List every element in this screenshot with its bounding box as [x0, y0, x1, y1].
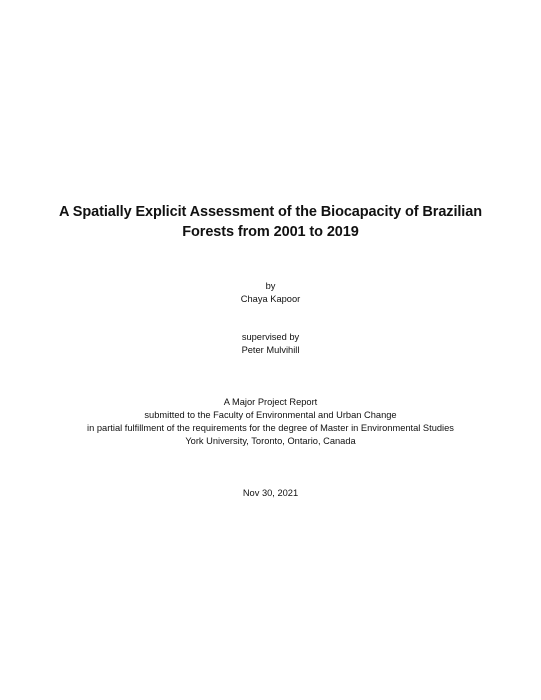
degree-line: in partial fulfillment of the requirements for the degree of Master in Environmental Studies — [87, 423, 454, 433]
supervised-by-label: supervised by — [241, 332, 300, 342]
report-description — [0, 396, 541, 448]
by-label: by — [265, 281, 276, 291]
title-line-1: A Spatially Explicit Assessment of the Biocapacity of Brazilian — [59, 204, 482, 220]
faculty-line: submitted to the Faculty of Environmental and Urban Change — [144, 410, 397, 420]
author-block — [0, 280, 541, 306]
report-title — [0, 202, 541, 242]
report-type: A Major Project Report — [223, 397, 318, 407]
title-line-2: Forests from 2001 to 2019 — [182, 224, 359, 240]
author-name: Chaya Kapoor — [240, 294, 301, 304]
date-text: Nov 30, 2021 — [242, 488, 299, 498]
submission-date — [0, 487, 541, 500]
university-line: York University, Toronto, Ontario, Canada — [185, 436, 356, 446]
supervisor-name: Peter Mulvihill — [241, 345, 300, 355]
supervisor-block — [0, 331, 541, 357]
